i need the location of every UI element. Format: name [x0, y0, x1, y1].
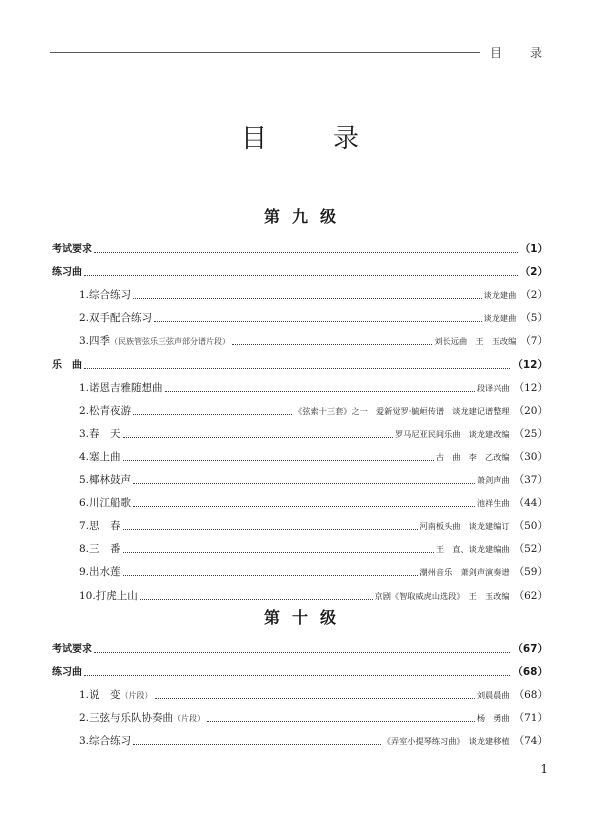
toc-entry-title: [79, 543, 121, 556]
dot-leader: [123, 529, 418, 530]
toc-entry-row: [52, 372, 548, 395]
toc-entry-title: [52, 643, 92, 656]
toc-entry-title: [52, 666, 82, 679]
toc-entry-credit: 河南板头曲 谈龙建编订: [419, 521, 510, 532]
toc-entry-row: [52, 464, 548, 487]
toc-entry-title: [79, 590, 138, 603]
toc-entry-credit: 京剧《智取威虎山选段》 王 玉改编: [374, 590, 510, 601]
toc-entry-title: [79, 566, 121, 579]
toc-entry-text: 练习曲: [52, 667, 82, 679]
toc-section-row: [52, 256, 548, 279]
toc-entry-text: 3.春 天: [79, 427, 121, 440]
toc-entry-title: [79, 405, 131, 418]
toc-entry-text: 乐 曲: [52, 359, 82, 371]
toc-entry-credit: 潮州音乐 萧剑声演奏谱: [419, 567, 510, 578]
dot-leader: [165, 391, 475, 392]
toc-entry-page: （67）: [512, 643, 548, 656]
toc-entry-page: （25）: [513, 427, 548, 440]
toc-entry-page: （50）: [513, 520, 548, 533]
toc-entry-text: 9.出水莲: [79, 566, 121, 579]
dot-leader: [94, 652, 510, 653]
toc-entry-credit: 谈龙建曲: [483, 290, 517, 301]
toc-entry-page: （12）: [513, 381, 548, 394]
toc-entry-page: （2）: [520, 289, 548, 302]
dot-leader: [133, 414, 292, 415]
toc-entry-text: 3.四季: [79, 335, 111, 348]
toc-entry-text: 考试要求: [52, 244, 92, 256]
toc-entry-text: 3.综合练习: [79, 735, 132, 748]
dot-leader: [155, 698, 475, 699]
toc-entry-text: 6.川江船歌: [79, 497, 132, 510]
toc-entry-credit: 刘晨晨曲: [476, 690, 510, 701]
dot-leader: [232, 344, 432, 345]
toc-entry-title: [79, 474, 131, 487]
toc-entry-title: [79, 689, 153, 702]
dot-leader: [123, 460, 434, 461]
toc-entry-row: [52, 487, 548, 510]
toc-entry-text: 7.思 春: [79, 520, 121, 533]
toc-entry-note: （片段）: [120, 691, 153, 701]
toc-entry-page: （12）: [512, 358, 548, 371]
toc-entry-credit: 杨 勇曲: [476, 713, 510, 724]
dot-leader: [94, 252, 518, 253]
toc-entry-row: [52, 556, 548, 579]
toc-entry-row: [52, 702, 548, 725]
toc-entry-row: [52, 418, 548, 441]
toc-entry-credit: 《弦索十三套》之一 爱新觉罗·毓峘传谱 谈龙建记谱整理: [294, 405, 510, 416]
toc-entry-title: [52, 266, 82, 279]
toc-entry-title: [79, 451, 121, 464]
toc-entry-text: 1.说 变: [79, 689, 121, 702]
dot-leader: [123, 437, 393, 438]
toc-entry-title: [52, 359, 82, 372]
dot-leader: [84, 275, 518, 276]
toc-entry-page: （68）: [513, 689, 548, 702]
toc-entry-text: 练习曲: [52, 267, 82, 279]
toc-section-row: [52, 633, 548, 656]
dot-leader: [140, 599, 373, 600]
toc-entry-page: （52）: [513, 543, 548, 556]
toc-entry-credit: 《弄室小提琴练习曲》 谈龙建移植: [382, 736, 510, 747]
page-title: 目 录: [240, 124, 379, 154]
dot-leader: [123, 552, 434, 553]
toc-entry-row: [52, 579, 548, 602]
toc-entry-row: [52, 395, 548, 418]
grade9-heading: 第九级: [263, 207, 348, 226]
toc-entry-text: 8.三 番: [79, 543, 121, 556]
dot-leader: [133, 506, 475, 507]
grade10-heading: 第十级: [263, 608, 348, 627]
toc-section-row: [52, 233, 548, 256]
toc-entry-page: （2）: [519, 266, 548, 279]
dot-leader: [84, 368, 510, 369]
toc-section-row: [52, 348, 548, 371]
toc-entry-row: [52, 441, 548, 464]
toc-entry-credit: 古 曲 李 乙改编: [435, 451, 510, 462]
toc-entry-row: [52, 533, 548, 556]
toc-entry-page: （30）: [513, 450, 548, 463]
toc-entry-page: （7）: [520, 335, 548, 348]
dot-leader: [123, 575, 418, 576]
toc-entry-credit: 刘长远曲 王 玉改编: [434, 336, 517, 347]
toc-entry-text: 1.诺恩吉雅随想曲: [79, 381, 163, 394]
dot-leader: [207, 721, 475, 722]
toc-section-row: [52, 656, 548, 679]
dot-leader: [133, 483, 475, 484]
toc-entry-credit: 萧剑声曲: [476, 475, 510, 486]
toc-entry-page: （74）: [513, 735, 548, 748]
toc-entry-page: （44）: [513, 497, 548, 510]
toc-entry-title: [79, 312, 152, 325]
toc-entry-title: [79, 382, 163, 395]
toc-entry-page: （1）: [519, 243, 548, 256]
toc-entry-page: （37）: [513, 474, 548, 487]
dot-leader: [133, 298, 482, 299]
toc-entry-page: （20）: [513, 404, 548, 417]
toc-entry-credit: 谈龙建曲: [483, 313, 517, 324]
toc-entry-text: 1.综合练习: [79, 289, 132, 302]
toc-entry-row: [52, 510, 548, 533]
toc-entry-credit: 池祥生曲: [476, 498, 510, 509]
toc-entry-credit: 段译兴曲: [476, 382, 510, 393]
toc-entry-page: （62）: [513, 589, 548, 602]
header-rule: [50, 52, 480, 53]
page-number: 1: [540, 762, 548, 776]
toc-entry-page: （71）: [513, 712, 548, 725]
toc-entry-text: 2.松青夜游: [79, 404, 132, 417]
toc-entry-row: [52, 679, 548, 702]
dot-leader: [133, 744, 381, 745]
toc-entry-text: 考试要求: [52, 644, 92, 656]
toc-entry-page: （68）: [512, 666, 548, 679]
grade9-toc: [52, 233, 548, 603]
running-head-label: 目 录: [489, 46, 550, 60]
toc-entry-text: 10.打虎上山: [79, 589, 138, 602]
dot-leader: [84, 675, 510, 676]
toc-entry-row: [52, 325, 548, 348]
grade10-toc: [52, 633, 548, 748]
toc-entry-text: 4.塞上曲: [79, 450, 121, 463]
toc-entry-row: [52, 725, 548, 748]
toc-entry-title: [79, 735, 131, 748]
toc-entry-credit: 王 直、谈龙建编曲: [435, 544, 510, 555]
toc-entry-page: （5）: [520, 312, 548, 325]
toc-entry-title: [79, 335, 230, 348]
toc-entry-title: [52, 243, 92, 256]
toc-entry-row: [52, 279, 548, 302]
toc-entry-text: 5.椰林鼓声: [79, 474, 132, 487]
toc-entry-text: 2.双手配合练习: [79, 312, 153, 325]
toc-entry-credit: 罗马尼亚民间乐曲 谈龙建改编: [394, 428, 510, 439]
running-head: [50, 44, 550, 61]
dot-leader: [154, 321, 482, 322]
toc-entry-title: [79, 497, 131, 510]
toc-entry-page: （59）: [513, 566, 548, 579]
toc-entry-row: [52, 302, 548, 325]
toc-entry-note: （片段）: [173, 714, 206, 724]
toc-entry-note: （民族管弦乐三弦声部分谱片段）: [110, 337, 231, 347]
toc-entry-title: [79, 428, 121, 441]
toc-entry-title: [79, 289, 131, 302]
toc-entry-title: [79, 520, 121, 533]
toc-entry-text: 2.三弦与乐队协奏曲: [79, 712, 174, 725]
toc-entry-title: [79, 712, 205, 725]
